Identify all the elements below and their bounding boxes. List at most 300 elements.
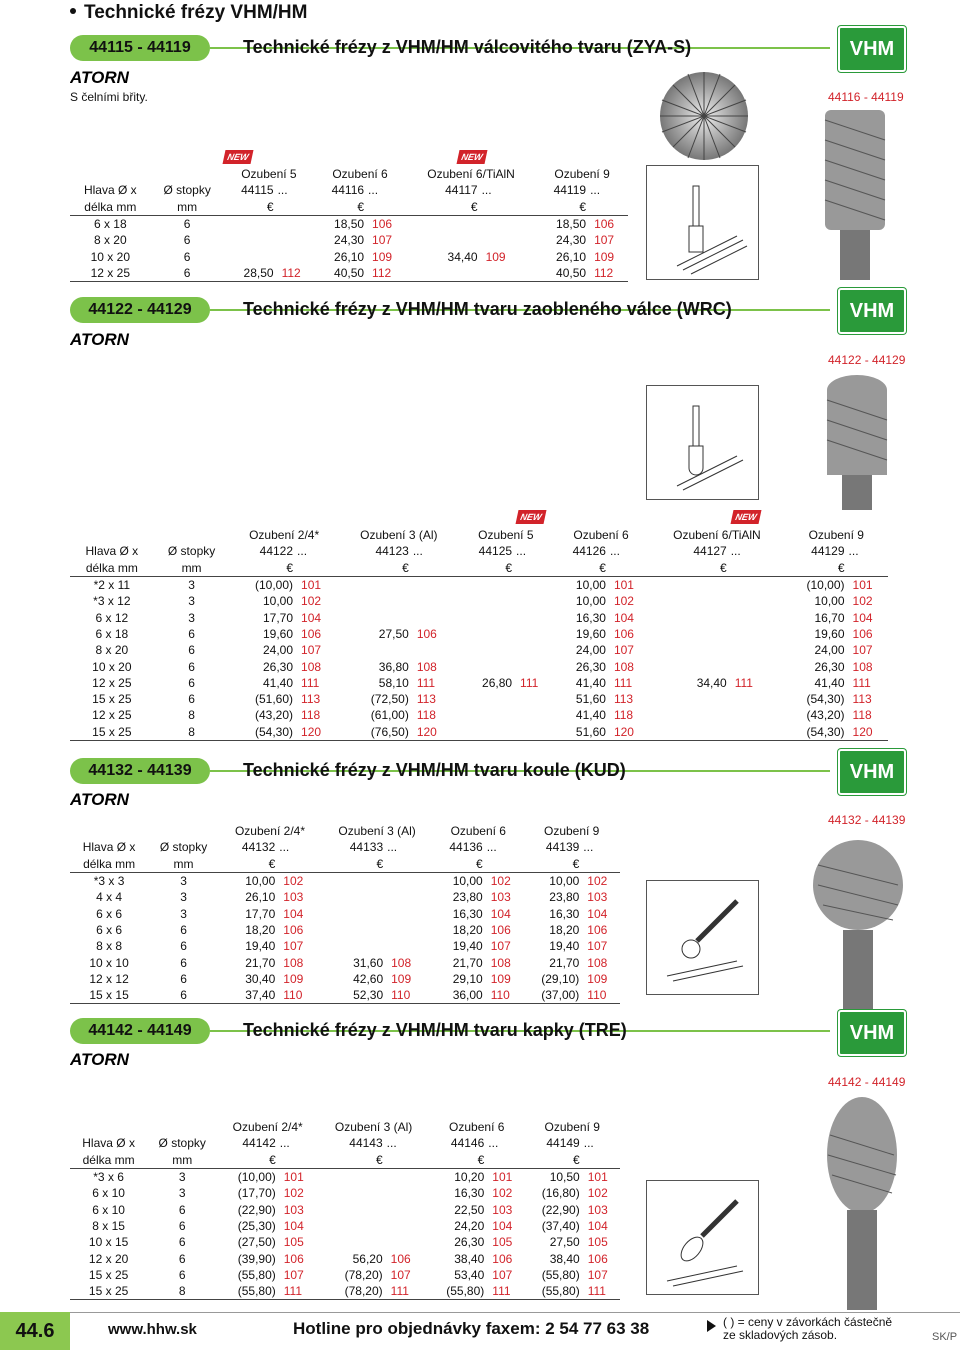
section-3-title: Technické frézy z VHM/HM tvaru koule (KUD) (243, 760, 626, 780)
price (224, 248, 276, 264)
price: 24,00 (263, 643, 294, 658)
price: 24,00 (575, 643, 606, 658)
price (339, 576, 411, 593)
section-2-title: Technické frézy z VHM/HM tvaru zaobleného válce (WRC) (243, 299, 732, 319)
price: 34,40 (696, 675, 727, 690)
table-row (70, 215, 628, 232)
head-size: 6 x 10 (92, 1202, 125, 1217)
article-suffix (411, 609, 459, 625)
price: (27,50) (237, 1235, 276, 1250)
article-suffix: 107 (283, 939, 304, 954)
article-suffix (514, 658, 553, 674)
article-suffix: 110 (485, 987, 524, 1004)
price: 40,50 (536, 265, 588, 282)
price (649, 724, 728, 741)
new-badge: NEW (457, 150, 488, 164)
article-suffix: 106 (613, 626, 634, 641)
article-suffix: 106 (490, 922, 511, 937)
article-suffix: 112 (366, 265, 406, 282)
article-suffix: 108 (587, 955, 608, 970)
atorn-logo (70, 68, 154, 86)
price (649, 593, 728, 609)
new-badge: NEW (516, 510, 547, 524)
price: 19,40 (245, 939, 276, 954)
article-number: 44132 (241, 840, 276, 855)
article-suffix: 118 (613, 708, 634, 723)
price: 23,80 (452, 890, 483, 905)
section-1-subtitle: S čelními břity. (70, 90, 148, 104)
col-header: Ozubení 6/TiAlN (427, 167, 515, 182)
table-row (70, 609, 888, 625)
article-suffix: 104 (852, 610, 873, 625)
tool-side-photo-3 (808, 835, 908, 1015)
article-suffix: 104 (283, 1218, 304, 1233)
shank-diameter: 8 (147, 1283, 217, 1300)
table-row (70, 905, 620, 921)
shank-diameter: 3 (180, 890, 187, 905)
table-row (70, 954, 620, 970)
price (321, 922, 385, 938)
article-suffix (385, 1234, 429, 1250)
head-size: *3 x 6 (70, 1168, 147, 1185)
article-suffix (385, 1218, 429, 1234)
price (459, 724, 514, 741)
shank-diameter: 3 (178, 1186, 186, 1201)
shank-diameter: 8 (154, 724, 230, 741)
price: 41,40 (575, 675, 606, 690)
price: 30,40 (245, 971, 276, 986)
article-suffix: 111 (852, 675, 871, 690)
table-row (70, 1185, 620, 1201)
price: (72,50) (370, 692, 409, 707)
price (649, 626, 728, 642)
table-row (70, 642, 888, 658)
shank-diameter: 3 (188, 594, 195, 609)
price (339, 609, 411, 625)
price: (17,70) (237, 1186, 276, 1201)
price: (55,80) (524, 1283, 581, 1300)
article-suffix: 105 (492, 1235, 513, 1250)
article-suffix: 113 (852, 692, 872, 707)
section-4-range: 44142 - 44149 (828, 1075, 906, 1089)
section-1-range: 44116 - 44119 (828, 90, 904, 104)
article-suffix: 106 (366, 215, 406, 232)
price: 38,40 (549, 1251, 580, 1266)
article-suffix: 104 (587, 1218, 608, 1233)
price: 38,40 (454, 1251, 485, 1266)
price (649, 707, 728, 723)
price: 10,00 (433, 872, 485, 889)
article-suffix: 109 (485, 249, 506, 264)
article-suffix: 107 (490, 939, 511, 954)
article-suffix: 112 (588, 265, 628, 282)
head-size: 12 x 12 (89, 971, 129, 986)
price-table-1: Ozubení 5 Ozubení 6 Ozubení 6/TiAlN Ozubení 9 Hlava Ø x Ø stopky 44115 ... 44116 ... 44117 ... 44119 ... délka mm mm € € € € 6 x 18 6 18,50 106 18,50 106 8 x 20 6 24,30 107 24,30 107 10 x 20 6 26,10 109 34,40 109 26,10 109 12 x 25 6 28,50 112 40,50 112 40,50 112 (70, 166, 628, 282)
article-suffix: 104 (301, 610, 322, 625)
article-number: 44133 (349, 840, 384, 855)
price: 36,80 (378, 659, 409, 674)
new-badge: NEW (731, 510, 762, 524)
head-size: 4 x 4 (96, 890, 123, 905)
price: 51,60 (553, 724, 608, 741)
article-suffix: 106 (588, 215, 628, 232)
table-row (70, 658, 888, 674)
article-suffix: 102 (587, 1186, 608, 1201)
table-row (70, 1283, 620, 1300)
price: 18,50 (314, 215, 366, 232)
article-suffix (729, 707, 785, 723)
page-number: 44.6 (0, 1312, 70, 1350)
col-header: Ozubení 3 (Al) (334, 1120, 413, 1135)
article-suffix: 113 (301, 692, 321, 707)
article-suffix (385, 889, 433, 905)
price (318, 1201, 385, 1217)
price-note: ( ) = ceny v závorkách částečně ze skladových zásob. (723, 1315, 893, 1342)
head-size: 12 x 25 (92, 675, 132, 690)
article-suffix: 111 (385, 1283, 429, 1300)
article-suffix: 104 (490, 906, 511, 921)
price (649, 576, 728, 593)
article-suffix: 109 (490, 971, 511, 986)
price (321, 938, 385, 954)
price: 24,30 (334, 233, 365, 248)
atorn-logo (70, 790, 154, 808)
article-suffix: 102 (301, 594, 322, 609)
article-number: 44117 (445, 183, 478, 198)
price (321, 872, 385, 889)
article-suffix: 108 (416, 659, 437, 674)
price: (61,00) (370, 708, 409, 723)
table-row (70, 889, 620, 905)
article-suffix: 109 (587, 971, 608, 986)
shank-diameter: 6 (188, 692, 195, 707)
col-header: Ozubení 2/4* (249, 528, 320, 543)
article-suffix: 107 (372, 233, 393, 248)
article-number: 44115 (241, 183, 274, 198)
head-size: 12 x 20 (88, 1251, 129, 1266)
price (459, 593, 514, 609)
price (321, 889, 385, 905)
price (459, 658, 514, 674)
price: 10,00 (523, 872, 581, 889)
article-suffix (480, 215, 537, 232)
head-size: 10 x 15 (88, 1235, 129, 1250)
price: (51,60) (255, 692, 294, 707)
head-size: 15 x 25 (70, 1283, 147, 1300)
head-size: 10 x 20 (92, 659, 132, 674)
price: 41,40 (575, 708, 606, 723)
col-header: Ozubení 3 (Al) (360, 528, 438, 543)
head-size: 8 x 8 (96, 939, 123, 954)
section-3-range: 44132 - 44139 (828, 813, 906, 827)
article-suffix: 108 (301, 659, 322, 674)
article-suffix (514, 593, 553, 609)
shank-diameter: 6 (178, 1251, 186, 1266)
table-row (70, 691, 888, 707)
table-row (70, 1234, 620, 1250)
price: 24,30 (556, 233, 587, 248)
article-suffix: 103 (490, 890, 511, 905)
article-suffix: 107 (587, 1267, 608, 1282)
svg-text:ATORN: ATORN (70, 68, 129, 86)
article-suffix (729, 609, 785, 625)
price: 58,10 (378, 675, 409, 690)
svg-text:ATORN: ATORN (70, 1050, 129, 1068)
article-suffix: 101 (278, 1168, 318, 1185)
price: 51,60 (575, 692, 606, 707)
article-suffix: 102 (277, 872, 321, 889)
article-suffix (385, 922, 433, 938)
article-suffix: 118 (301, 708, 321, 723)
price: (22,90) (237, 1202, 276, 1217)
shank-diameter: 6 (188, 643, 195, 658)
shank-diameter: 6 (180, 922, 187, 937)
section-1-code: 44115 - 44119 (70, 35, 210, 61)
price: (29,10) (541, 971, 580, 986)
price: 41,40 (814, 675, 845, 690)
article-suffix (276, 232, 315, 248)
page-title: Technické frézy VHM/HM (70, 2, 307, 24)
price: 34,40 (447, 249, 478, 264)
col-header: Ozubení 6 (449, 1120, 505, 1135)
svg-text:ATORN: ATORN (70, 790, 129, 808)
table-row (70, 248, 628, 264)
article-suffix: 108 (490, 955, 511, 970)
price: (39,90) (237, 1251, 276, 1266)
article-number: 44142 (242, 1136, 276, 1151)
article-number: 44139 (545, 840, 580, 855)
price: 10,00 (575, 594, 606, 609)
table-row (70, 707, 888, 723)
article-suffix: 104 (283, 906, 304, 921)
price: 42,60 (353, 971, 384, 986)
price: (10,00) (217, 1168, 278, 1185)
price: 53,40 (454, 1267, 485, 1282)
price: 26,30 (814, 659, 845, 674)
article-number: 44116 (331, 183, 365, 198)
price: 10,00 (814, 594, 845, 609)
article-suffix (514, 691, 553, 707)
svg-text:ATORN: ATORN (70, 330, 129, 348)
price: 23,80 (549, 890, 580, 905)
price: 19,60 (263, 626, 294, 641)
new-badge: NEW (223, 150, 254, 164)
price: 21,70 (549, 955, 580, 970)
article-suffix: 101 (486, 1168, 524, 1185)
price: 40,50 (314, 265, 366, 282)
article-suffix: 108 (391, 955, 412, 970)
price: 26,10 (556, 249, 587, 264)
col-header: Ozubení 5 (478, 528, 534, 543)
col-header: Ozubení 2/4* (234, 824, 306, 839)
col-header: Ozubení 2/4* (232, 1120, 303, 1135)
head-size: 6 x 18 (95, 626, 129, 641)
price: 29,10 (452, 971, 483, 986)
article-number: 44129 (811, 544, 845, 559)
article-suffix: 103 (492, 1202, 513, 1217)
table-row (70, 987, 620, 1004)
price: 56,20 (352, 1251, 383, 1266)
price: (37,00) (523, 987, 581, 1004)
price (649, 691, 728, 707)
price: (55,80) (429, 1283, 486, 1300)
table-row (70, 872, 620, 889)
article-suffix: 112 (276, 265, 315, 282)
col-header: Ozubení 5 (241, 167, 297, 182)
article-suffix: 118 (852, 708, 872, 723)
article-suffix: 111 (416, 675, 436, 690)
price-table-2: Ozubení 2/4* Ozubení 3 (Al) Ozubení 5 Ozubení 6 Ozubení 6/TiAlN Ozubení 9 Hlava Ø x Ø stopky 44122 ... 44123 ... 44125 ... 44126 ... 44127 ... 44129 ... délka mm mm € € € € € € *2 x 11 3 (10,00) 101 10,00 101 (10,00) 101 *3 x 12 3 10,00 102 10,00 102 10,00 102 6 x 12 3 17,70 104 16,30 104 16,70 104 6 x 18 6 19,60 106 27,50 106 19,60 106 19,60 106 8 x 20 6 24,00 107 24,00 107 24,00 107 10 x 20 6 26,30 108 36,80 108 26,30 108 26,30 108 12 x 25 6 41,40 111 58,10 111 26,80 111 41,40 111 34,40 111 41,40 111 15 x 25 6 (51,60) 113 (72,50) 113 51,60 113 (54,30) 113 12 x 25 8 (43,20) 118 (61,00) 118 41,40 118 (43,20) 118 15 x 25 8 (54,30) 120 (76,50) 120 51,60 120 (54,30) 120 (70, 527, 888, 741)
article-number: 44143 (349, 1136, 383, 1151)
price: 31,60 (353, 955, 384, 970)
price (339, 593, 411, 609)
article-suffix: 101 (582, 1168, 620, 1185)
price: 19,60 (814, 626, 845, 641)
article-suffix: 108 (852, 659, 873, 674)
article-suffix: 110 (277, 987, 321, 1004)
price: (78,20) (318, 1283, 385, 1300)
article-suffix: 102 (492, 1186, 513, 1201)
article-number: 44149 (546, 1136, 580, 1151)
price: (16,80) (541, 1186, 580, 1201)
article-suffix: 109 (391, 971, 412, 986)
article-number: 44119 (553, 183, 587, 198)
table-row (70, 938, 620, 954)
atorn-logo (70, 1050, 154, 1068)
article-suffix (385, 905, 433, 921)
head-size: 6 x 12 (95, 610, 129, 625)
tool-side-photo-2 (822, 375, 892, 510)
price: (55,80) (237, 1267, 276, 1282)
article-suffix (480, 232, 537, 248)
price (459, 626, 514, 642)
shank-diameter: 6 (188, 626, 195, 641)
price (459, 691, 514, 707)
price: (43,20) (255, 708, 294, 723)
table-row (70, 922, 620, 938)
article-number: 44123 (375, 544, 409, 559)
price: 19,40 (452, 939, 483, 954)
article-suffix: 111 (520, 675, 539, 690)
price (649, 658, 728, 674)
hotline: Hotline pro objednávky faxem: 2 54 77 63 38 (293, 1319, 650, 1338)
article-suffix: 120 (411, 724, 459, 741)
price: 24,00 (814, 643, 845, 658)
article-suffix (411, 642, 459, 658)
table-row (70, 675, 888, 691)
article-suffix: 101 (847, 576, 888, 593)
section-3-code: 44132 - 44139 (70, 758, 210, 784)
price: (76,50) (339, 724, 411, 741)
price: 27,50 (549, 1235, 580, 1250)
article-suffix: 107 (852, 643, 873, 658)
article-suffix: 106 (492, 1251, 513, 1266)
section-2-range: 44122 - 44129 (828, 353, 906, 367)
price: 18,50 (536, 215, 588, 232)
price (459, 609, 514, 625)
price: 26,10 (245, 890, 276, 905)
price: 19,40 (549, 939, 580, 954)
table-row (70, 1218, 620, 1234)
article-suffix: 108 (283, 955, 304, 970)
price (406, 215, 480, 232)
table-row (70, 576, 888, 593)
article-suffix (480, 265, 537, 282)
price (339, 642, 411, 658)
price: (10,00) (785, 576, 847, 593)
article-suffix: 101 (608, 576, 649, 593)
article-suffix: 102 (485, 872, 524, 889)
head-size: 15 x 25 (70, 724, 154, 741)
article-suffix (411, 593, 459, 609)
head-size: 8 x 20 (93, 233, 127, 248)
price (406, 232, 480, 248)
head-size: 6 x 18 (70, 215, 151, 232)
col-header: Ozubení 6 (450, 824, 506, 839)
shank-diameter: 3 (188, 610, 195, 625)
price: 27,50 (378, 626, 409, 641)
price-table-3: Ozubení 2/4* Ozubení 3 (Al) Ozubení 6 Ozubení 9 Hlava Ø x Ø stopky 44132 ... 44133 ... 44136 ... 44139 ... délka mm mm € € € € *3 x 3 3 10,00 102 10,00 102 10,00 102 4 x 4 3 26,10 103 23,80 103 23,80 103 6 x 6 3 17,70 104 16,30 104 16,30 104 6 x 6 6 18,20 106 18,20 106 18,20 106 8 x 8 6 19,40 107 19,40 107 19,40 107 10 x 10 6 21,70 108 31,60 108 21,70 108 21,70 108 12 x 12 6 30,40 109 42,60 109 29,10 109 (29,10) 109 15 x 15 6 37,40 110 52,30 110 36,00 110 (37,00) 110 (70, 823, 620, 1004)
vhm-logo: VHM (838, 26, 906, 72)
article-suffix: 106 (301, 626, 322, 641)
article-suffix (729, 593, 785, 609)
price (649, 642, 728, 658)
price: 10,00 (263, 594, 294, 609)
table-row (70, 724, 888, 741)
article-suffix (385, 1168, 429, 1185)
price: 26,10 (334, 249, 365, 264)
article-suffix: 111 (734, 675, 753, 690)
tool-sketch-4 (646, 1180, 759, 1295)
atorn-logo (70, 330, 154, 348)
price: 26,30 (263, 659, 294, 674)
tool-side-photo-4 (822, 1095, 902, 1310)
article-suffix: 104 (587, 906, 608, 921)
col-header: Ozubení 6 (332, 167, 388, 182)
article-suffix (514, 642, 553, 658)
price: 26,30 (575, 659, 606, 674)
article-suffix (729, 658, 785, 674)
price: (55,80) (541, 1267, 580, 1282)
head-size: 15 x 25 (92, 692, 132, 707)
price: 36,00 (433, 987, 485, 1004)
price: 22,50 (454, 1202, 485, 1217)
shank-diameter: 3 (180, 906, 187, 921)
article-suffix (729, 626, 785, 642)
article-number: 44127 (693, 544, 727, 559)
article-suffix: 104 (492, 1218, 513, 1233)
price: 10,00 (553, 576, 608, 593)
tool-side-photo-1 (815, 110, 895, 280)
article-suffix: 107 (492, 1267, 513, 1282)
article-suffix (411, 576, 459, 593)
head-size: *3 x 12 (93, 594, 131, 609)
website-link[interactable]: www.hhw.sk (108, 1321, 197, 1338)
article-suffix: 108 (613, 659, 634, 674)
article-suffix (385, 872, 433, 889)
price: 16,30 (452, 906, 483, 921)
article-suffix: 104 (613, 610, 634, 625)
article-suffix: 109 (283, 971, 304, 986)
shank-diameter: 6 (183, 249, 191, 264)
head-size: 8 x 20 (95, 643, 129, 658)
price: 17,70 (245, 906, 276, 921)
article-suffix: 107 (283, 1267, 304, 1282)
price: 19,60 (575, 626, 606, 641)
section-4-title: Technické frézy z VHM/HM tvaru kapky (TRE) (243, 1020, 627, 1040)
shank-diameter: 6 (183, 233, 191, 248)
article-number: 44126 (572, 544, 606, 559)
